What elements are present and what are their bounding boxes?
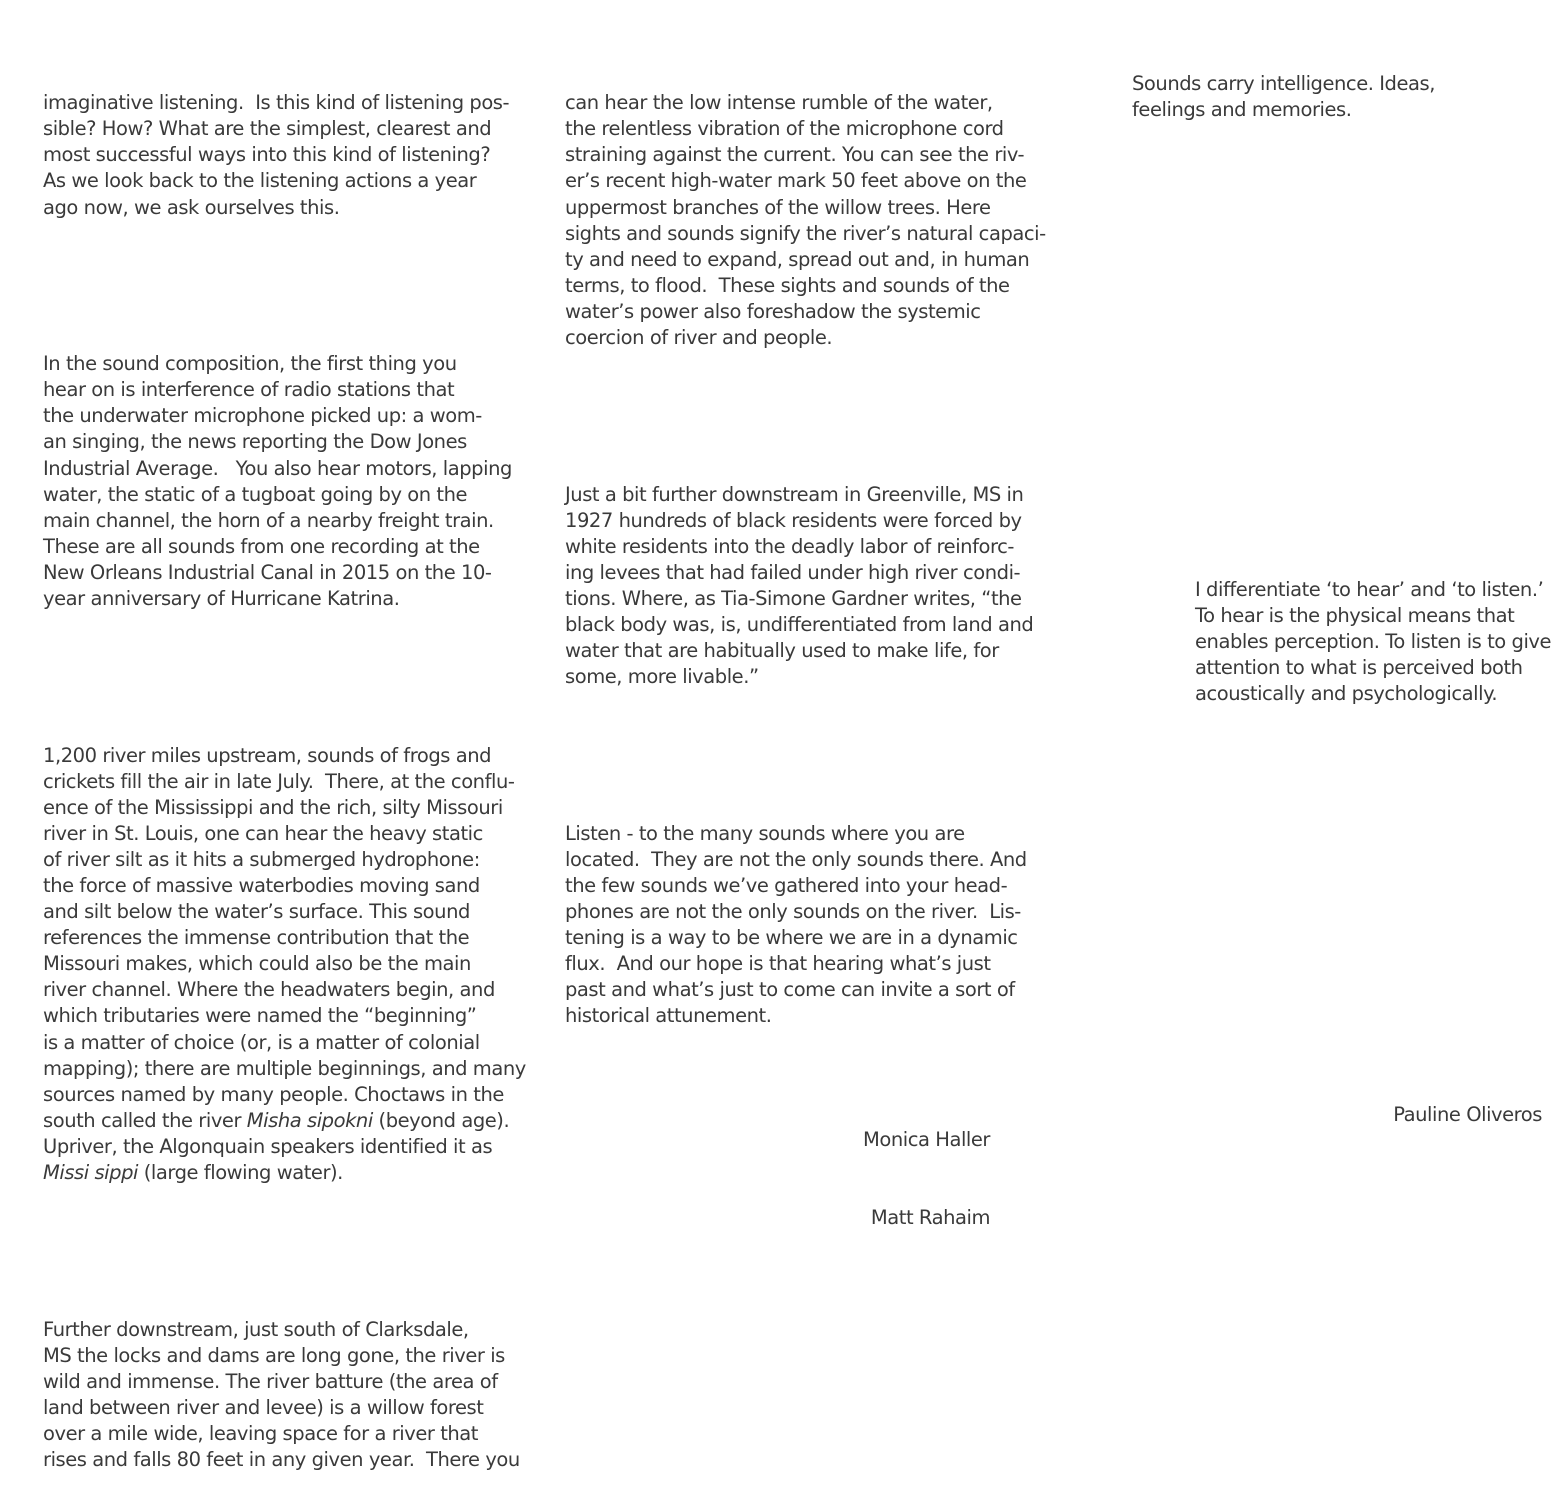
author-name-monica-haller: Monica Haller (862, 1128, 990, 1152)
pull-quote-hear-listen: I differentiate ‘to hear’ and ‘to listen.’ To hear is the physical means that enables perception. To listen is to give attention to what is perceived both acoustically and psychologically. (1195, 578, 1552, 706)
quote-attribution-pauline-oliveros: Pauline Oliveros (1393, 1103, 1542, 1126)
left-paragraph-3 (43, 743, 526, 1187)
missi-sippi-term: Missi sippi (43, 1161, 138, 1185)
left-paragraph-2: In the sound composition, the first thing you hear on is interference of radio stations that the underwater microphone picked up: a wom- an singing, the news reporting the Dow Jones Industrial Average. You also hear motors, lapping water, the static of a tugboat going by on the main channel, the horn of a nearby freight train. These are all sounds from one recording at the New Orleans Industrial Canal in 2015 on the 10- year anniversary of Hurricane Katrina. (43, 352, 512, 610)
middle-paragraph-3: Listen - to the many sounds where you are located. They are not the only sounds there. And the few sounds we’ve gathered into your head- phones are not the only sounds on the river. Lis- tening is a way to be where we are in a dynamic flux. And our hope is that hearing what’s just past and what’s just to come can invite a sort of historical attunement. (565, 821, 1027, 1028)
left-paragraph-1: imaginative listening. Is this kind of listening pos- sible? How? What are the simplest, clearest and most successful ways into this kind of listening? As we look back to the listening actions a year ago now, we ask ourselves this. (43, 91, 510, 219)
left-text-column (43, 38, 526, 1499)
left-paragraph-3-part-a: 1,200 river miles upstream, sounds of frogs and crickets fill the air in late July. There, at the conflu- ence of the Mississippi and the rich, silty Missouri river in St. Louis, one can hear the heavy static of river silt as it hits a submerged hydrophone: the force of massive waterbodies moving sand and silt below the water’s surface. This sound references the immense contribution that the Missouri makes, which could also be the main river channel. Where the headwaters begin, and which tributaries were named the “beginning” is a matter of choice (or, is a matter of colonial mapping); there are multiple beginnings, and many sources named by many people. Choctaws in the south called the river (43, 743, 526, 1132)
middle-text-column (565, 38, 1046, 1056)
author-name-matt-rahaim: Matt Rahaim (870, 1206, 990, 1230)
left-paragraph-3-part-b: (beyond age). Upriver, the Algonquain speakers identified it as (43, 1108, 510, 1158)
misha-sipokni-term: Misha sipokni (246, 1108, 373, 1132)
pull-quote-sounds-carry: Sounds carry intelligence. Ideas, feelings and memories. (1132, 72, 1435, 122)
author-signature-block (863, 1075, 990, 1258)
left-paragraph-3-part-c: (large flowing water). (137, 1161, 343, 1185)
middle-paragraph-1: can hear the low intense rumble of the water, the relentless vibration of the microphone cord straining against the current. You can see the riv- er’s recent high-water mark 50 feet above on the uppermost branches of the willow trees. Here sights and sounds signify the river’s natural capaci- ty and need to expand, spread out and, in human terms, to flood. These sights and sounds of the water’s power also foreshadow the systemic coercion of river and people. (565, 91, 1046, 350)
middle-paragraph-2: Just a bit further downstream in Greenville, MS in 1927 hundreds of black residents were forced by white residents into the deadly labor of reinforc- ing levees that had failed under high river condi- tions. Where, as Tia-Simone Gardner writes, “the black body was, is, undifferentiated from land and water that are habitually used to make life, for some, more livable.” (565, 482, 1034, 689)
left-paragraph-4: Further downstream, just south of Clarksdale, MS the locks and dams are long gone, the river is wild and immense. The river batture (the area of land between river and levee) is a willow forest over a mile wide, leaving space for a river that rises and falls 80 feet in any given year. There you (43, 1317, 520, 1472)
